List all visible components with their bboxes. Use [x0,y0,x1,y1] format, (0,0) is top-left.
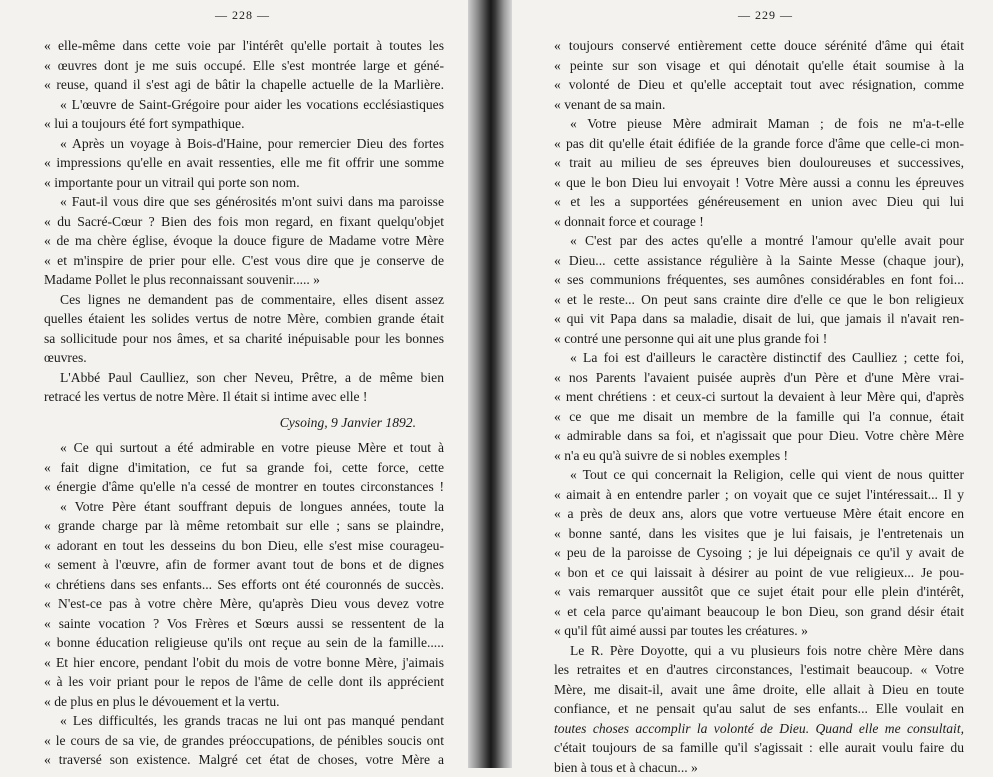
text-line: « de plus en plus le dévouement et la vertu. [44,692,444,712]
text-line: « Et hier encore, pendant l'obit du mois de votre bonne Mère, j'aimais [44,653,444,673]
text-line: « pas dit qu'elle était édifiée de la grande force d'âme que celle-ci mon- [554,134,964,154]
text-line: « qui vit Papa dans sa maladie, disait de lui, que jamais il n'avait ren- [554,309,964,329]
text-line: « lui a toujours été fort sympathique. [44,114,444,134]
text-line: « ses communions fréquentes, ses aumônes considérables en font foi... [554,270,964,290]
text-line: bien à tous et à chacun... » [554,758,964,777]
text-line: « venant de sa main. [554,95,964,115]
text-line: Ces lignes ne demandent pas de commentaire, elles disent assez [44,290,444,310]
text-line: « impressions qu'elle en avait ressenties, elle me fit offrir une somme [44,153,444,173]
text-line: L'Abbé Paul Caulliez, son cher Neveu, Prêtre, a de même bien [44,368,444,388]
text-line: « C'est par des actes qu'elle a montré l'amour qu'elle avait pour [554,231,964,251]
left-page [0,0,470,768]
text-line: toutes choses accomplir la volonté de Dieu. Quand elle me consultait, [554,719,964,739]
text-line: « œuvres dont je me suis occupé. Elle s'est montrée large et géné- [44,56,444,76]
text-line: c'était toujours de sa famille qu'il s'agissait : elle aurait voulu faire du [554,738,964,758]
text-line: « importante pour un vitrail qui porte son nom. [44,173,444,193]
text-line: « trait au milieu de ses épreuves bien douloureuses et successives, [554,153,964,173]
text-line: « Les difficultés, les grands tracas ne lui ont pas manqué pendant [44,711,444,731]
text-line: retracé les vertus de notre Mère. Il était si intime avec elle ! [44,387,444,407]
text-line: « Votre Père étant souffrant depuis de longues années, toute la [44,497,444,517]
text-line: « que le bon Dieu lui envoyait ! Votre Mère aussi a connu les épreuves [554,173,964,193]
text-line: « Dieu... cette assistance régulière à la Sainte Messe (chaque jour), [554,251,964,271]
text-line: « et le reste... On peut sans crainte dire d'elle ce que le bon religieux [554,290,964,310]
text-line: Le R. Père Doyotte, qui a vu plusieurs fois notre chère Mère dans [554,641,964,661]
text-line: les retraites et en d'autres circonstances, l'estimait beaucoup. « Votre [554,660,964,680]
text-line: sa sollicitude pour nos âmes, et sa charité inépuisable pour les bonnes [44,329,444,349]
text-line: quelles étaient les solides vertus de notre Mère, combien grande était [44,309,444,329]
text-line: « du Sacré-Cœur ? Bien des fois mon regard, en fixant quelqu'objet [44,212,444,232]
text-line: « de ma chère église, évoque la douce figure de Madame votre Mère [44,231,444,251]
text-line: Mère, me disait-il, avait une âme droite, elle allait à Dieu en toute [554,680,964,700]
text-line: « ce que me disait un membre de la famille qui l'a connue, était [554,407,964,427]
text-line: « ment chrétiens : et ceux-ci surtout la devaient à leur Mère qui, d'après [554,387,964,407]
text-line: « et m'inspire de prier pour elle. C'est vous dire que je conserve de [44,251,444,271]
text-line: « à les voir priant pour le repos de l'âme de celle dont ils apprécient [44,672,444,692]
text-line: « peu de la paroisse de Cysoing ; je lui dépeignais ce qu'il y avait de [554,543,964,563]
right-page [508,0,993,768]
text-line: « Ce qui surtout a été admirable en votre pieuse Mère et tout à [44,438,444,458]
text-line: « Tout ce qui concernait la Religion, celle qui vient de nous quitter [554,465,964,485]
text-line: « toujours conservé entièrement cette douce sérénité d'âme qui était [554,36,964,56]
book-gutter [468,0,512,768]
text-line: « contré une personne qui ait une plus grande foi ! [554,329,964,349]
text-line: « donnait force et courage ! [554,212,964,232]
text-line: « bonne éducation religieuse qu'ils ont reçue au sein de la famille..... [44,633,444,653]
text-line: « aimait à en entendre parler ; on voyait que ce sujet l'intéressait... Il y [554,485,964,505]
text-line: « nos Parents l'avaient puisée auprès d'un Père et d'une Mère vrai- [554,368,964,388]
text-line: « L'œuvre de Saint-Grégoire pour aider les vocations ecclésiastiques [44,95,444,115]
page-number-229: — 229 — [738,8,793,23]
text-line: « sement à l'œuvre, afin de former avant tout de bons et de dignes [44,555,444,575]
text-line: « peinte sur son visage et qui dénotait qu'elle était soumise à la [554,56,964,76]
text-line: confiance, et ne pensait qu'au salut de ses enfants... Elle voulait en [554,699,964,719]
text-line: « chrétiens dans ses enfants... Ses efforts ont été couronnés de succès. [44,575,444,595]
dateline: Cysoing, 9 Janvier 1892. [44,413,444,433]
text-line: « Faut-il vous dire que ses générosités m'ont suivi dans ma paroisse [44,192,444,212]
text-line: « N'est-ce pas à votre chère Mère, qu'après Dieu vous devez votre [44,594,444,614]
text-line: « grande charge par là même retombait sur elle ; sans se plaindre, [44,516,444,536]
text-line: « énergie d'âme qu'elle n'a cessé de montrer en toutes circonstances ! [44,477,444,497]
text-line: « admirable dans sa foi, et n'agissait que pour Dieu. Votre chère Mère [554,426,964,446]
text-line: Madame Pollet le plus reconnaissant souvenir..... » [44,270,444,290]
right-page-text [554,36,964,777]
text-line: « a près de deux ans, alors que votre vertueuse Mère était encore en [554,504,964,524]
text-line: œuvres. [44,348,444,368]
text-line: « La foi est d'ailleurs le caractère distinctif des Caulliez ; cette foi, [554,348,964,368]
text-line: « le cours de sa vie, de grandes préoccupations, de pénibles soucis ont [44,731,444,751]
text-line: « Votre pieuse Mère admirait Maman ; de fois ne m'a-t-elle [554,114,964,134]
text-line: « bon et ce qui laissait à désirer au point de vue religieux... Je pou- [554,563,964,583]
text-line: « adorant en tout les desseins du bon Dieu, elle s'est mise courageu- [44,536,444,556]
text-line: « n'a eu qu'à suivre de si nobles exemples ! [554,446,964,466]
text-line: « et cela parce qu'aimant beaucoup le bon Dieu, son grand désir était [554,602,964,622]
page-number-228: — 228 — [215,8,270,23]
text-line: « sainte vocation ? Vos Frères et Sœurs aussi se ressentent de la [44,614,444,634]
text-line: « traversé son existence. Malgré cet état de choses, votre Mère a [44,750,444,770]
text-line: « elle-même dans cette voie par l'intérêt qu'elle portait à toutes les [44,36,444,56]
text-line: « fait digne d'imitation, ce fut sa grande foi, cette force, cette [44,458,444,478]
text-line: « bonne santé, dans les visites que je lui faisais, je l'entretenais un [554,524,964,544]
left-page-text [44,36,444,770]
text-line: « et les a supportées généreusement en union avec Dieu qui lui [554,192,964,212]
text-line: « Après un voyage à Bois-d'Haine, pour remercier Dieu des fortes [44,134,444,154]
text-line: « qu'il fût aimé aussi par toutes les créatures. » [554,621,964,641]
text-line: « reuse, quand il s'est agi de bâtir la chapelle actuelle de la Marlière. [44,75,444,95]
text-line: « vais remarquer aussitôt que ce sujet était pour elle plein d'intérêt, [554,582,964,602]
text-line: « volonté de Dieu et qu'elle acceptait tout avec résignation, comme [554,75,964,95]
